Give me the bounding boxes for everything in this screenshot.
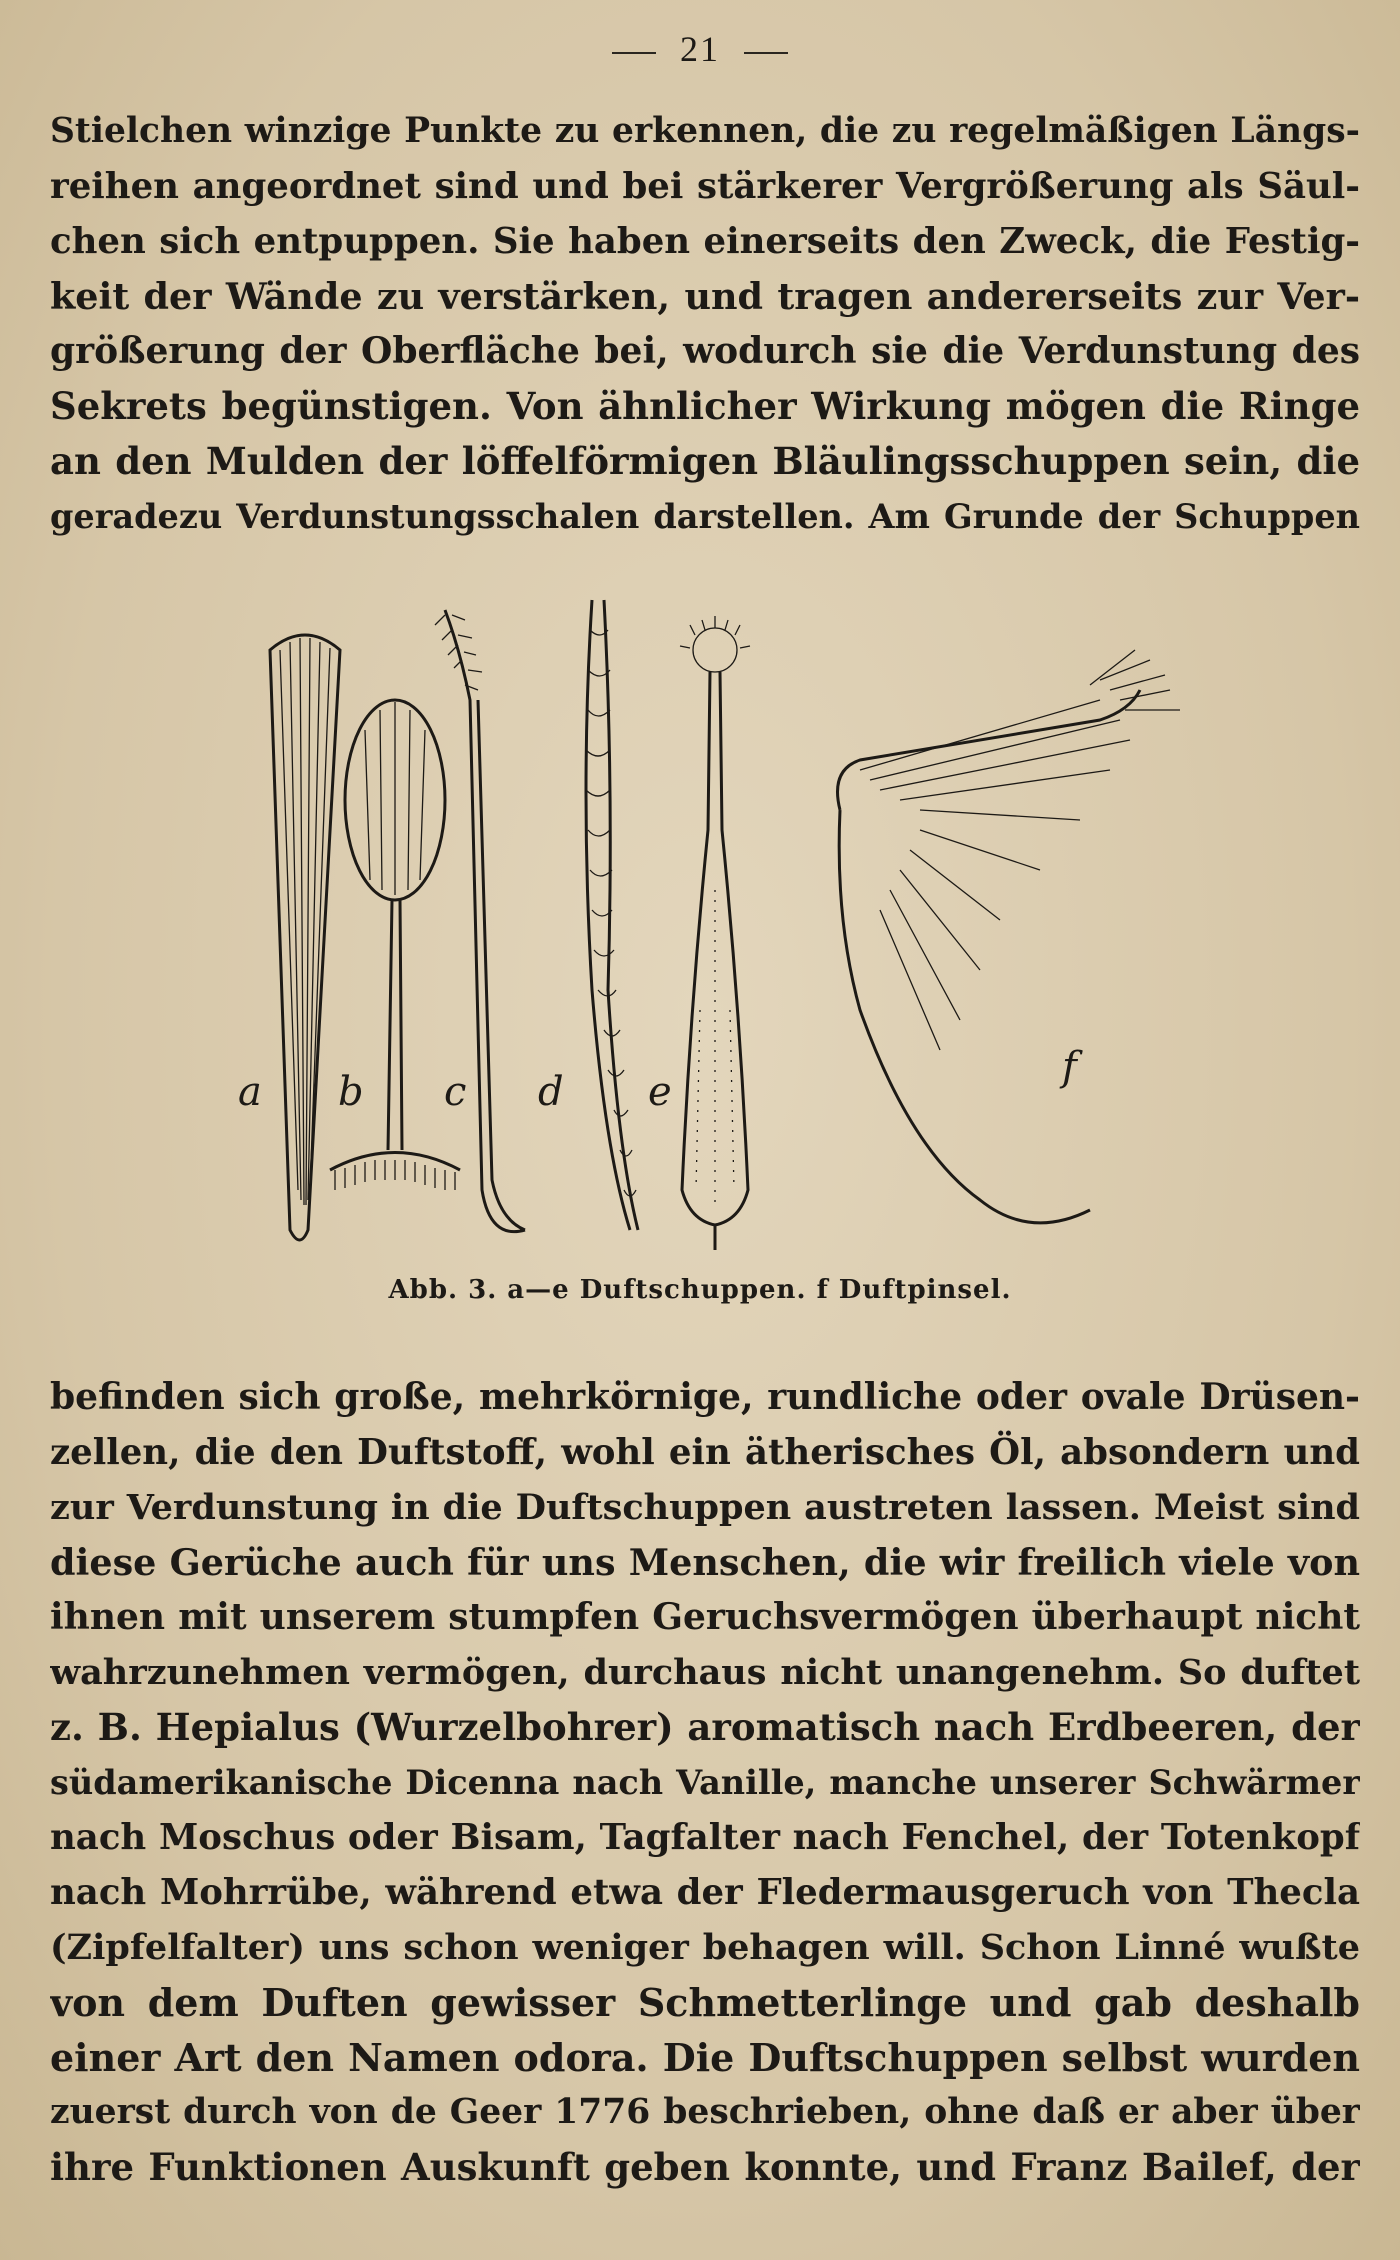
scale-b-drawing [330,700,460,1190]
text-line: an den Mulden der löffelförmigen Bläulingsschuppen sein, die [50,439,1360,483]
scale-d-drawing [586,600,638,1230]
text-line: von dem Duften gewisser Schmetterlinge und gab deshalb [50,1980,1360,2025]
figure-illustration [220,590,1220,1250]
text-line: ihnen mit unserem stumpfen Geruchsvermögen überhaupt nicht [50,1596,1360,1638]
figure-label-e: e [648,1069,672,1115]
text-line: größerung der Oberfläche bei, wodurch sie die Verdunstung des [50,330,1360,372]
text-line: zuerst durch von de Geer 1776 beschrieben, ohne daß er aber über [50,2092,1360,2132]
scale-e-drawing [680,616,750,1250]
text-line: zellen, die den Duftstoff, wohl ein ätherisches Öl, absondern und [50,1432,1360,1473]
figure-label-d: d [538,1069,564,1115]
text-line: nach Moschus oder Bisam, Tagfalter nach Fenchel, der Totenkopf [50,1817,1360,1858]
text-line: Stielchen winzige Punkte zu erkennen, die zu regelmäßigen Längs- [50,111,1360,151]
text-line: einer Art den Namen odora. Die Duftschuppen selbst wurden [50,2035,1360,2080]
text-line: (Zipfelfalter) uns schon weniger behagen will. Schon Linné wußte [50,1927,1360,1968]
figure-label-c: c [444,1069,467,1115]
text-line: reihen angeordnet sind und bei stärkerer Vergrößerung als Säul- [50,166,1360,207]
text-line: chen sich entpuppen. Sie haben einerseits den Zweck, die Festig- [50,221,1360,262]
text-line: geradezu Verdunstungsschalen darstellen. Am Grunde der Schuppen [50,497,1360,536]
scale-a-drawing [270,635,340,1240]
text-line: Sekrets begünstigen. Von ähnlicher Wirkung mögen die Ringe [50,384,1360,428]
figure-label-b: b [338,1069,364,1115]
text-line: wahrzunehmen vermögen, durchaus nicht unangenehm. So duftet [50,1652,1360,1693]
text-line: z. B. Hepialus (Wurzelbohrer) aromatisch nach Erdbeeren, der [50,1705,1360,1749]
text-line: zur Verdunstung in die Duftschuppen austreten lassen. Meist sind [50,1487,1360,1528]
page-number [0,28,1400,70]
scale-c-drawing [435,610,525,1232]
text-line: ihre Funktionen Auskunft geben konnte, und Franz Bailef, der [50,2145,1360,2189]
text-line: keit der Wände zu verstärken, und tragen andererseits zur Ver- [50,275,1360,318]
page-number-dash-right [744,52,788,54]
figure-caption: Abb. 3. a—e Duftschuppen. f Duftpinsel. [388,1275,1012,1305]
scent-brush-f-drawing [838,650,1181,1223]
page-number-text: 21 [680,29,720,69]
text-line: befinden sich große, mehrkörnige, rundliche oder ovale Drüsen- [50,1376,1360,1418]
figure-label-f: f [1062,1044,1077,1090]
paragraph-bottom [50,1370,1360,2195]
paragraph-top [50,104,1360,544]
figure-label-a: a [238,1069,262,1115]
text-line: diese Gerüche auch für uns Menschen, die wir freilich viele von [50,1541,1360,1584]
page-number-dash-left [612,52,656,54]
scent-scales-figure [220,590,1220,1250]
text-line: südamerikanische Dicenna nach Vanille, manche unserer Schwärmer [50,1763,1360,1802]
text-line: nach Mohrrübe, während etwa der Fledermausgeruch von Thecla [50,1872,1360,1913]
